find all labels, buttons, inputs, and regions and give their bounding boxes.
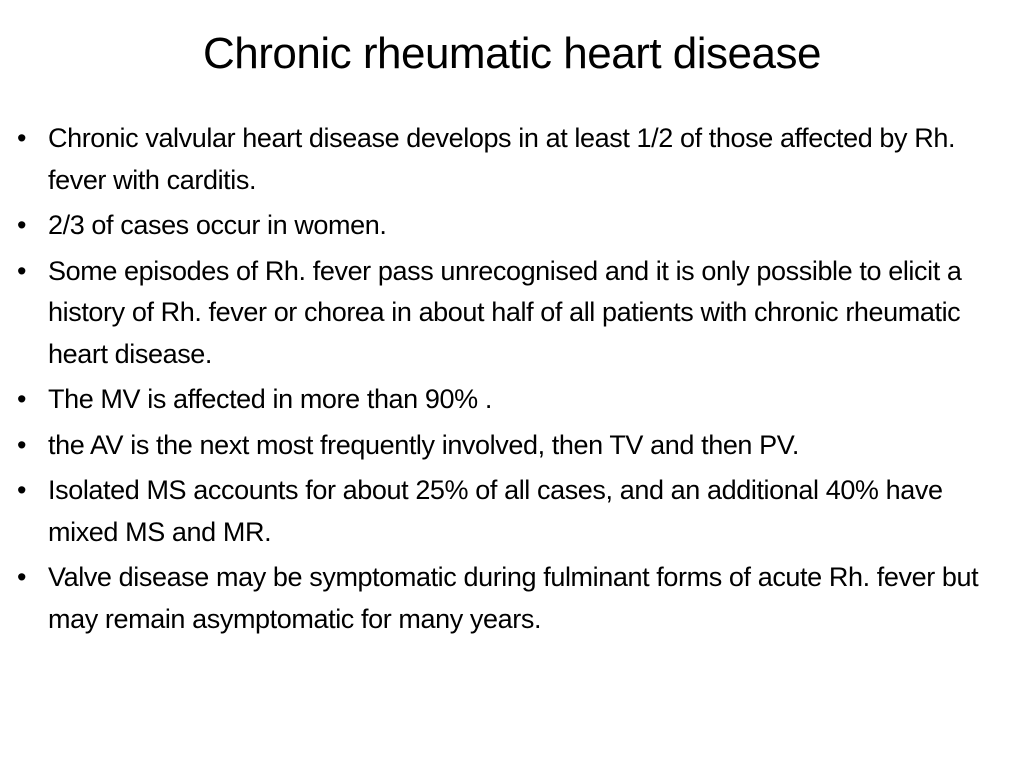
slide-title: Chronic rheumatic heart disease [203, 29, 821, 78]
bullet-item [14, 379, 1018, 421]
bullet-text: Some episodes of Rh. fever pass unrecognised and it is only possible to elicit a history of Rh. fever or chorea in about half of all patients with chronic rheumatic heart disease. [48, 255, 962, 369]
bullet-item [14, 557, 1018, 640]
bullet-icon: • [17, 255, 27, 286]
bullet-text: Chronic valvular heart disease develops in at least 1/2 of those affected by Rh. fever with carditis. [48, 123, 956, 195]
bullet-icon: • [17, 429, 27, 460]
bullet-item [14, 251, 1018, 376]
bullet-text: The MV is affected in more than 90% . [48, 384, 492, 414]
bullet-item [14, 205, 1018, 247]
bullet-icon: • [17, 475, 27, 505]
bullet-item [14, 118, 1018, 201]
bullet-text: Isolated MS accounts for about 25% of all cases, and an additional 40% have mixed MS and MR. [48, 475, 943, 547]
bullet-icon: • [17, 562, 27, 592]
bullet-icon: • [17, 210, 27, 240]
bullet-item [14, 470, 1018, 553]
bullet-text: the AV is the next most frequently involved, then TV and then PV. [48, 429, 799, 460]
bullet-text: Valve disease may be symptomatic during fulminant forms of acute Rh. fever but may remain asymptomatic for many years. [48, 562, 979, 634]
bullet-item [14, 425, 1018, 467]
bullet-list [14, 118, 1018, 644]
bullet-text: 2/3 of cases occur in women. [48, 210, 387, 240]
bullet-icon: • [17, 384, 27, 414]
bullet-icon: • [17, 123, 27, 153]
